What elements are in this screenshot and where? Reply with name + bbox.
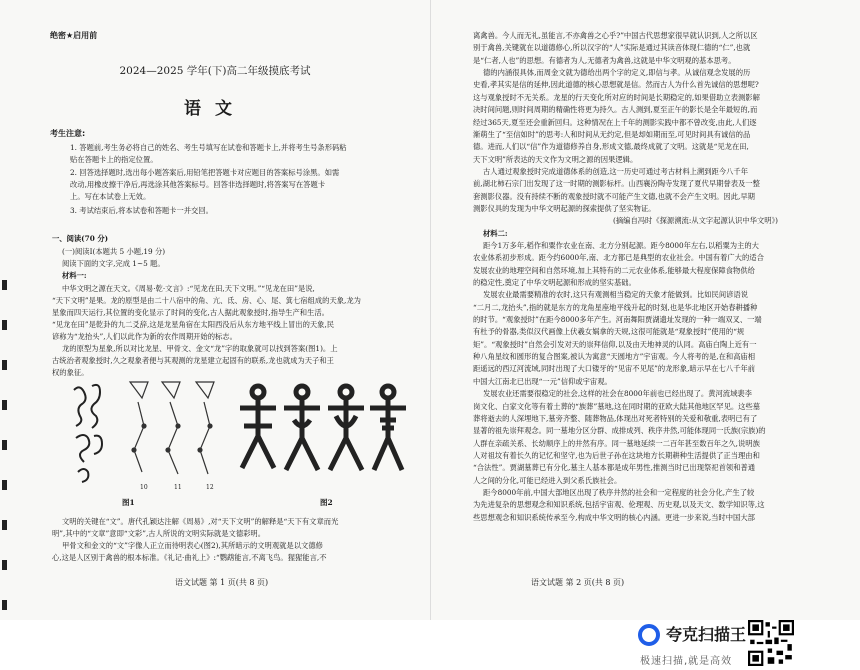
paragraph-line: 文明的关键在“文”。唐代孔颖达注解《周易》,对“天下文明”的解释是“天下有文章而光 <box>62 517 339 526</box>
source-citation: (摘编自冯时《探源溯流:从文字起源认识中华文明》) <box>613 216 779 226</box>
paragraph-line: 离禽兽。今人而无礼,虽能言,不亦禽兽之心乎?”中国古代思想家很早就认识到,人之所以区 <box>473 31 758 40</box>
page-footer: 语文试题 第 2 页(共 8 页) <box>531 578 625 587</box>
paragraph-line: 些思想观念和知识系统传承至今,构成中华文明的核心内涵。更进一步来说,当时中国大部 <box>473 512 755 522</box>
paragraph-line: “天下文明”是果。龙的原型是由二十八宿中的角、亢、氐、房、心、尾、箕七宿组成的天象,龙为 <box>52 296 361 305</box>
binding-dash <box>2 360 7 370</box>
paragraph-line: 甲骨文和金文的“文”字像人正立而待明表心(图2),其所暗示的文明观就是以文德修 <box>62 541 323 550</box>
paragraph-line: 德的内涵很具体,而周金文就为德给出两个字的定义,即信与孝。从诚信观念发展的历 <box>483 68 751 77</box>
paragraph-line: “合法性”。贾湖墓葬已有分化,墓主人基本都是成年男性,推测当时已出现祭祀首领和普通 <box>473 463 756 473</box>
binding-dash <box>2 560 7 570</box>
paragraph-line: 古人通过观象授时完成道德体系的创造,这一历史可通过考古材料上溯到距今八千年 <box>483 166 749 176</box>
wen-glyphs-figure <box>240 386 406 470</box>
paragraph-line: 套测影仪器。没有持续不断的观象授时就不可能产生文德,也就不会产生文明。因此,早期 <box>473 191 755 201</box>
figure-illustrations <box>70 376 410 506</box>
paragraph-line: 是“仁者,人也”的思想。有德者为人,无德者为禽兽,这就是中华文明观的基本思考。 <box>473 55 736 65</box>
paragraph-line: 人对祖坟有着长久的记忆和坚守,也为后世子孙在这块地方长期耕种生活提供了正当理由和 <box>473 450 760 460</box>
paragraph-line: 决时间问题,则时间周期的精确性将更为持久。古人测到,夏至正午的影长是全年最短的,而 <box>473 105 758 115</box>
subsection-heading: (一)阅读Ⅰ(本题共 5 小题,19 分) <box>62 247 166 256</box>
figure-area <box>70 376 410 506</box>
notice-line: 改动,用橡皮擦干净后,再选涂其他答案标号。回答非选择题时,将答案写在答题卡 <box>70 180 326 189</box>
paragraph-line: 的时节。“观象授时”在距今8000多年产生。河南舞阳贾湖遗址发现的一种一端双叉、一端 <box>473 315 762 325</box>
binding-dash <box>2 280 7 290</box>
notice-line: 上。写在本试卷上无效。 <box>70 192 151 201</box>
figure-1-caption: 图1 <box>122 498 135 507</box>
scanner-brand: 夸克扫描王 <box>666 625 747 644</box>
notice-line: 2. 回答选择题时,选出每小题答案后,用铅笔把答题卡对应题目的答案标号涂黑。如需 <box>70 168 340 177</box>
paragraph-line: 矩”。“观象授时”自然会引发对天的崇拜信仰,以及由天地神灵的认同。高庙白陶上近有一 <box>473 339 757 349</box>
paragraph-line: 显著的祖先崇拜观念。同一墓地分区分群、成排成列、秩序井然,可能体现同一氏族(宗族)的 <box>473 426 766 436</box>
binding-dash <box>2 320 7 330</box>
scanner-slogan: 极速扫描,就是高效 <box>640 656 733 667</box>
paragraph-line: 距今1万多年,稻作和粟作农业在南、北方分别起源。距今8000年左右,以稻粟为主的大 <box>483 240 759 250</box>
scanner-logo-icon <box>638 624 660 646</box>
instruction-text: 阅读下面的文字,完成 1~5 题。 <box>62 259 165 268</box>
paragraph-line: 发展农业还需要很稳定的社会,这样的社会在8000年前也已经出现了。黄河流域裴李 <box>483 389 752 399</box>
notice-title: 考生注意: <box>50 129 86 138</box>
figure-number: 10 <box>140 484 148 491</box>
binding-dash <box>2 480 7 490</box>
paragraph-line: 种八角星纹和圆形的复合图案,被认为寓意“天圆地方”宇宙观。今人将考的是,在和高庙相 <box>473 352 756 362</box>
paragraph-line: 古统治者观象授时,久之观象者便与其观测的龙星建立起固有的联系,龙也就成为天子和王 <box>52 356 334 365</box>
subject-title: 语文 <box>184 99 246 119</box>
binding-dash <box>2 400 7 410</box>
figure-number: 11 <box>174 484 182 491</box>
binding-dash <box>2 520 7 530</box>
section-heading: 一、阅读(70 分) <box>52 234 109 243</box>
paragraph-line: 经过365天,夏至还会重新回归。这种情况在上千年的测影实践中都不曾改变,由此,人们逐 <box>473 117 757 127</box>
confidential-label: 绝密★启用前 <box>50 31 98 40</box>
binding-line <box>2 280 8 620</box>
figure-number: 12 <box>206 484 214 491</box>
exam-page-1 <box>0 0 430 620</box>
paragraph-line: “二月二,龙抬头”,指的就是东方的龙角星座地平线升起的时刻,也是华北地区开始春耕播种 <box>473 302 758 312</box>
paragraph-line: 别于禽兽,关键就在以道德修心,所以汉字的“人”实际是通过其读音体现仁德的“仁”,也就 <box>473 43 751 53</box>
star-chart-figure <box>130 382 214 474</box>
paragraph-line: 测影仪具的发现为中华文明起源的探索提供了坚实物证。 <box>473 203 656 213</box>
paragraph-line: 发展农业最需要精准的农时,这只有观测相当稳定的天象才能做到。比如民间谚语说 <box>483 290 749 300</box>
paragraph-line: 星象而四天运行,其位置的变化显示了时间的变化,古人据此观象授时,指导生产和生活。 <box>52 308 329 317</box>
page-footer: 语文试题 第 1 页(共 8 页) <box>175 578 269 587</box>
paragraph-line: 发展农业的地理空间和自然环境,加上其特有的二元农业体系,能够最大程度保障食物供给 <box>473 265 755 275</box>
paragraph-line: 距今8000年前,中国大部地区出现了秩序井然的社会和一定程度的社会分化,产生了较 <box>483 487 755 497</box>
paragraph-line: 心,这是人区别于禽兽的根本标准。《礼记·曲礼上》:“鹦鹉能言,不离飞鸟。猩猩能言,不 <box>52 553 327 562</box>
paragraph-line: 前,湖北柿石宗门出发现了这一时期的测影标杆。山西襄汾陶寺发现了夏代早期誉表及一整 <box>473 179 760 189</box>
paragraph-line: 人群在亲疏关系、长幼顺序上的井然有序。同一墓地延续一二百年甚至数百年之久,说明族 <box>473 438 760 448</box>
paragraph-line: 为先进复杂的思想观念和知识系统,包括宇宙观、伦理观、历史观,以及天文、数学知识等,这 <box>473 500 765 510</box>
binding-dash <box>2 440 7 450</box>
paragraph-line: 葬将逝去的人深埋地下,墓旁齐整、随葬物品,体现出对死者特别的关爱和敬重,表明已有了 <box>473 413 758 423</box>
paragraph-line: 有杜予的骨器,类似汉代画像上伏羲女娲拿的天规,这很可能就是“观象授时”使用的“规 <box>473 327 745 337</box>
notice-line: 3. 考试结束后,将本试卷和答题卡一并交回。 <box>70 206 213 215</box>
notice-line: 1. 答题前,考生务必将自己的姓名、考生号填写在试卷和答题卡上,并将考生号条形码粘 <box>70 143 347 152</box>
paragraph-line: “见龙在田”是乾卦的九二爻辞,这是龙星角宿在太阳西没后从东方地平线上冒出的天象,民 <box>52 320 335 329</box>
figure-2-caption: 图2 <box>320 498 333 507</box>
paragraph-line: 权的象征。 <box>52 368 89 377</box>
notice-line: 贴在答题卡上的指定位置。 <box>70 155 158 164</box>
dragon-glyphs-figure <box>74 385 102 482</box>
binding-dash <box>2 600 7 610</box>
paragraph-line: 谚称为“龙抬头”,人们以此作为新的农作周期开始的标志。 <box>52 332 237 341</box>
paragraph-line: 渐萌生了“至信如时”的思考:人和时间从无约定,但是却如期而至,可见时间具有诚信的品 <box>473 129 751 139</box>
exam-title: 2024—2025 学年(下)高二年级摸底考试 <box>119 65 311 77</box>
paragraph-line: 农业体系初步形成。距今约6000年,南、北方都已是典型的农业社会。中国有着广大的适合 <box>473 253 764 263</box>
paragraph-line: 中华文明之源在天文。《周易·乾·文言》:“见龙在田,天下文明。”“见龙在田”是说, <box>62 284 315 293</box>
paragraph-line: 明”,其中的“文章”意即“文彩”,古人所说的文明实际就是文德彩明。 <box>52 529 266 538</box>
exam-page-2 <box>430 0 860 620</box>
paragraph-line: 史看,孝其实是信的延伸,因此道德的核心思想就是信。然而古人为什么首先诚信的思想呢? <box>473 80 759 90</box>
paragraph-line: 德。进而,人们以“信”作为道德修养自身,形成文德,最终成就了文明。这就是“见龙在田, <box>473 142 749 152</box>
material-label: 材料一: <box>62 271 87 280</box>
paragraph-line: 中国大江南北已出现“一元”信仰或宇宙观。 <box>473 376 612 386</box>
paragraph-line: 天下文明”所表达的天文作为文明之源的因果逻辑。 <box>473 154 638 164</box>
material-label: 材料二: <box>483 228 508 238</box>
paragraph-line: 距遥远的西辽河流域,同时出现了大口镂牙的“见宙不见尾”的龙形象,暗示早在七八千年前 <box>473 364 756 374</box>
qr-code-icon <box>748 620 794 666</box>
paragraph-line: 龙的原型为星象,所以对比龙星、甲骨文、金文“龙”字的取象就可以找到答案(图1)。上 <box>62 344 338 353</box>
paragraph-line: 人之间的分化,可能已经进入到父系氏族社会。 <box>473 475 622 485</box>
paragraph-line: 的稳定性,奠定了中华文明起源和形成的坚实基础。 <box>473 278 636 287</box>
paragraph-line: 岗文化、白家文化等有着土葬的“族葬”墓地,这在同时期的亚欧大陆其他地区罕见。这些墓 <box>473 401 761 411</box>
scanner-watermark <box>630 620 860 670</box>
paragraph-line: 这与观象授时不无关系。龙星的行天变化所对应的时间是长期稳定的,如果借助立表测影解 <box>473 92 760 102</box>
